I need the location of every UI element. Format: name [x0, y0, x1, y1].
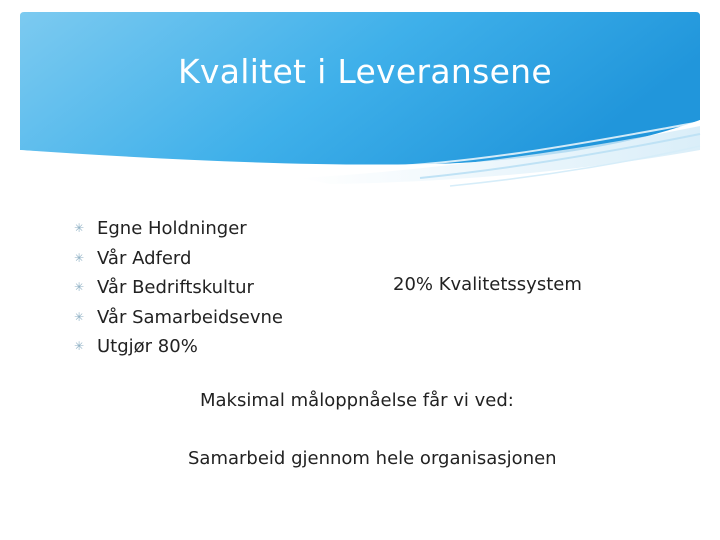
- asterisk-icon: ✳: [74, 250, 85, 265]
- header-banner: [0, 0, 720, 200]
- list-item: [74, 244, 283, 274]
- collaboration-statement: Samarbeid gjennom hele organisasjonen: [188, 448, 557, 469]
- bullet-list: [74, 214, 283, 362]
- asterisk-icon: ✳: [74, 309, 85, 324]
- list-item: [74, 214, 283, 244]
- list-item-text: Utgjør 80%: [97, 336, 198, 357]
- slide-title: Kvalitet i Leveransene: [177, 52, 552, 91]
- list-item: [74, 273, 283, 303]
- list-item-text: Vår Bedriftskultur: [97, 277, 254, 298]
- asterisk-icon: ✳: [74, 280, 85, 294]
- quality-system-note: 20% Kvalitetssystem: [393, 274, 582, 295]
- list-item: [74, 303, 283, 333]
- list-item-text: Vår Samarbeidsevne: [97, 306, 284, 328]
- goal-statement: Maksimal måloppnåelse får vi ved:: [200, 390, 514, 411]
- asterisk-icon: ✳: [74, 339, 85, 353]
- list-item: [74, 332, 283, 362]
- list-item-text: Egne Holdninger: [97, 218, 247, 239]
- list-item-text: Vår Adferd: [97, 247, 192, 269]
- asterisk-icon: ✳: [74, 221, 85, 235]
